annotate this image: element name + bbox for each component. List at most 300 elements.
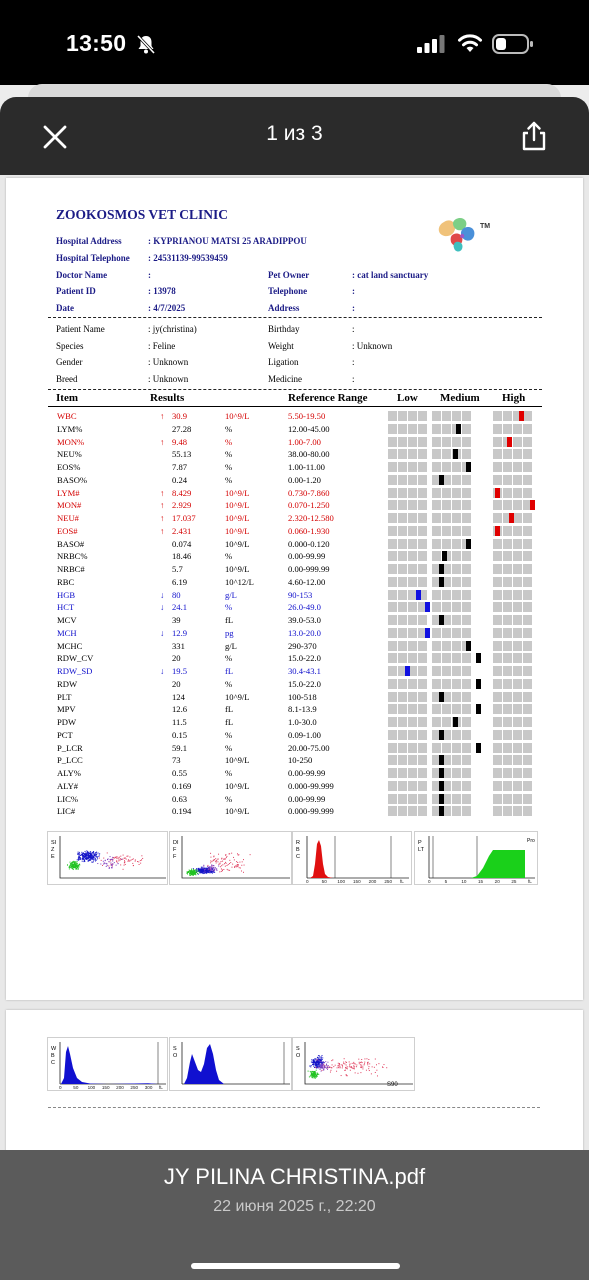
gauge-cell (523, 615, 532, 625)
gauge-cell (493, 437, 502, 447)
gauge-cell (388, 437, 397, 447)
result-row (0, 767, 577, 780)
result-value: 331 (172, 640, 185, 651)
gauge-cell (398, 500, 407, 510)
report-date: : 4/7/2025 (148, 303, 186, 313)
address: : (352, 303, 355, 313)
gauge-cell (442, 411, 451, 421)
gauge-cell (418, 526, 427, 536)
gauge-cell (432, 488, 441, 498)
gauge-cell (408, 475, 417, 485)
gauge-cell (408, 717, 417, 727)
gauge-cell (513, 679, 522, 689)
result-row (0, 563, 577, 576)
result-row (0, 601, 577, 614)
gauge-cell (503, 781, 512, 791)
gauge-cell (503, 602, 512, 612)
gauge-cell (388, 628, 397, 638)
gauge-cell (442, 513, 451, 523)
gauge-marker (442, 551, 447, 561)
gauge-cell (523, 411, 532, 421)
gauge-cell (452, 500, 461, 510)
result-row (0, 665, 577, 678)
gauge-marker (439, 564, 444, 574)
gauge-cell (462, 755, 471, 765)
wifi-icon (457, 32, 483, 54)
gauge-cell (493, 449, 502, 459)
gauge-cell (418, 513, 427, 523)
gauge-cell (503, 615, 512, 625)
result-row (0, 614, 577, 627)
result-row (0, 627, 577, 640)
result-item: NRBC# (57, 564, 85, 574)
axis-tick: 10 (461, 879, 467, 884)
gauge-cell (398, 641, 407, 651)
result-row (0, 652, 577, 665)
gauge-cell (408, 679, 417, 689)
gauge-cell (452, 602, 461, 612)
gauge-cell (503, 424, 512, 434)
gauge-cell (513, 564, 522, 574)
gauge-cell (493, 717, 502, 727)
gauge-cell (493, 424, 502, 434)
gauge-cell (408, 641, 417, 651)
gauge-cell (523, 717, 532, 727)
gauge-cell (452, 437, 461, 447)
result-unit: g/L (225, 640, 237, 651)
column-item: Item (56, 392, 78, 404)
gauge-cell (442, 743, 451, 753)
gauge-cell (388, 641, 397, 651)
gauge-cell (452, 564, 461, 574)
result-reference: 1.00-7.00 (288, 436, 321, 447)
result-row (0, 576, 577, 589)
telephone-label: Telephone (268, 286, 308, 296)
result-reference: 5.50-19.50 (288, 411, 326, 421)
gauge-cell (462, 730, 471, 740)
result-unit: fL (225, 704, 234, 715)
gauge-cell (513, 424, 522, 434)
gauge-cell (408, 564, 417, 574)
result-row (0, 499, 577, 512)
gauge-cell (523, 602, 532, 612)
gauge-marker (425, 602, 430, 612)
axis-tick: fL (159, 1085, 163, 1090)
gauge-cell (513, 628, 522, 638)
gauge-cell (408, 411, 417, 421)
result-value: 30.9 (172, 411, 188, 421)
gauge-cell (493, 475, 502, 485)
gauge-cell (398, 653, 407, 663)
gauge-cell (462, 602, 471, 612)
result-reference: 0.000-0.120 (288, 538, 330, 549)
gauge-cell (493, 743, 502, 753)
gauge-cell (513, 768, 522, 778)
result-row (0, 716, 577, 729)
gauge-cell (513, 539, 522, 549)
result-reference: 0.000-99.999 (288, 806, 334, 817)
result-unit: 10^12/L (225, 576, 254, 587)
gauge-cell (523, 462, 532, 472)
result-reference: 90-153 (288, 589, 313, 600)
gauge-cell (493, 781, 502, 791)
gauge-cell (503, 806, 512, 816)
gauge-marker (476, 679, 481, 689)
gauge-cell (398, 590, 407, 600)
gauge-cell (452, 526, 461, 536)
result-row (0, 640, 577, 653)
gauge-cell (452, 755, 461, 765)
gauge-marker (439, 730, 444, 740)
gauge-cell (493, 794, 502, 804)
gauge-cell (462, 564, 471, 574)
gauge-cell (408, 692, 417, 702)
axis-tick: 20 (494, 879, 500, 884)
share-icon[interactable] (518, 120, 550, 152)
gauge-cell (442, 679, 451, 689)
gauge-cell (398, 513, 407, 523)
result-value: 12.9 (172, 627, 188, 638)
gauge-cell (523, 679, 532, 689)
gauge-cell (388, 755, 397, 765)
gauge-cell (442, 666, 451, 676)
gauge-cell (418, 755, 427, 765)
gauge-cell (432, 526, 441, 536)
gauge-cell (523, 692, 532, 702)
axis-tick: 0 (306, 879, 309, 884)
result-row (0, 423, 577, 436)
gauge-cell (418, 743, 427, 753)
result-value: 20 (172, 678, 181, 689)
pet-owner-label: Pet Owner (268, 270, 310, 280)
gauge-cell (408, 539, 417, 549)
gauge-cell (408, 488, 417, 498)
gauge-cell (398, 475, 407, 485)
gauge-marker (439, 806, 444, 816)
gauge-cell (452, 488, 461, 498)
gauge-cell (418, 679, 427, 689)
result-reference: 290-370 (288, 640, 317, 651)
gauge-cell (493, 653, 502, 663)
gauge-cell (398, 794, 407, 804)
result-item: MCV (57, 615, 77, 625)
gauge-cell (493, 590, 502, 600)
svg-text:TM: TM (480, 223, 491, 230)
result-item: RDW_SD (57, 666, 93, 676)
result-reference: 100-518 (288, 691, 317, 702)
gauge-cell (462, 806, 471, 816)
result-reference: 38.00-80.00 (288, 449, 330, 460)
gauge-cell (432, 462, 441, 472)
gauge-cell (513, 590, 522, 600)
result-item: PLT (57, 691, 72, 702)
gauge-cell (418, 768, 427, 778)
result-value: 11.5 (172, 717, 187, 727)
result-item: NEU# (57, 513, 79, 523)
gauge-cell (432, 717, 441, 727)
result-row (0, 474, 577, 487)
gauge-cell (513, 641, 522, 651)
gauge-cell (418, 411, 427, 421)
gauge-cell (408, 437, 417, 447)
axis-tick: 300 (144, 1085, 153, 1090)
gauge-cell (462, 628, 471, 638)
patient-id: : 13978 (148, 286, 176, 296)
gauge-cell (388, 500, 397, 510)
gauge-cell (493, 564, 502, 574)
gauge-cell (503, 539, 512, 549)
gauge-cell (418, 500, 427, 510)
result-flag: ↓ (160, 666, 165, 676)
result-reference: 0.00-1.20 (288, 474, 321, 485)
axis-tick: fL (528, 879, 532, 884)
gauge-cell (523, 475, 532, 485)
gauge-cell (462, 768, 471, 778)
result-reference: 13.0-20.0 (288, 627, 321, 638)
result-value: 39 (172, 615, 181, 625)
result-row (0, 805, 577, 818)
gauge-cell (418, 717, 427, 727)
result-unit: pg (225, 627, 234, 638)
gauge-cell (523, 628, 532, 638)
result-item: WBC (57, 411, 77, 421)
divider (48, 389, 542, 390)
gauge-cell (442, 500, 451, 510)
column-medium: Medium (440, 392, 480, 404)
gauge-cell (388, 615, 397, 625)
result-unit: 10^9/L (225, 538, 250, 549)
hospital-telephone: : 24531139-99539459 (148, 253, 228, 263)
diff-axis-label: DIFF (173, 840, 179, 860)
patient-id-label: Patient ID (56, 286, 96, 296)
result-value: 20 (172, 653, 181, 664)
gauge-cell (493, 500, 502, 510)
gauge-cell (388, 806, 397, 816)
gauge-cell (418, 615, 427, 625)
result-reference: 10-250 (288, 755, 313, 766)
gauge-cell (418, 437, 427, 447)
gauge-cell (462, 590, 471, 600)
result-flag: ↓ (160, 602, 165, 613)
home-indicator[interactable] (191, 1263, 400, 1269)
so-axis-label: SO (173, 1046, 178, 1059)
gauge-cell (442, 628, 451, 638)
gauge-cell (432, 653, 441, 663)
gauge-cell (523, 551, 532, 561)
gauge-cell (388, 564, 397, 574)
result-row (0, 436, 577, 449)
gauge-cell (513, 692, 522, 702)
gauge-marker (439, 475, 444, 485)
gauge-cell (503, 730, 512, 740)
gauge-cell (452, 730, 461, 740)
result-value: 0.55 (172, 768, 188, 778)
gauge-cell (503, 577, 512, 587)
gauge-cell (432, 500, 441, 510)
gauge-cell (523, 539, 532, 549)
result-value: 19.5 (172, 666, 188, 676)
gauge-cell (493, 704, 502, 714)
gauge-cell (462, 679, 471, 689)
gauge-cell (503, 462, 512, 472)
result-reference: 12.00-45.00 (288, 423, 330, 434)
gauge-cell (398, 730, 407, 740)
gauge-cell (418, 730, 427, 740)
rbc-axis-label: RBC (296, 840, 300, 860)
result-reference: 1.0-30.0 (288, 717, 317, 727)
gauge-cell (432, 641, 441, 651)
gauge-marker (519, 411, 524, 421)
result-value: 18.46 (172, 551, 192, 562)
gauge-cell (418, 806, 427, 816)
result-item: PCT (57, 729, 73, 740)
result-value: 27.28 (172, 423, 192, 434)
result-reference: 8.1-13.9 (288, 704, 317, 715)
gauge-cell (452, 641, 461, 651)
gauge-cell (523, 526, 532, 536)
result-item: PDW (57, 717, 77, 727)
result-unit: % (225, 793, 233, 804)
gauge-cell (523, 653, 532, 663)
gauge-cell (513, 743, 522, 753)
gauge-cell (452, 768, 461, 778)
gauge-cell (408, 602, 417, 612)
result-item: ALY% (57, 768, 81, 778)
gauge-cell (513, 666, 522, 676)
gauge-cell (523, 513, 532, 523)
result-value: 55.13 (172, 449, 192, 460)
clinic-logo (434, 216, 492, 258)
gauge-cell (493, 539, 502, 549)
gauge-cell (523, 743, 532, 753)
gauge-cell (493, 768, 502, 778)
result-row (0, 448, 577, 461)
divider (48, 1107, 540, 1108)
result-reference: 0.070-1.250 (288, 500, 330, 511)
gauge-cell (493, 692, 502, 702)
birthday-label: Birthday (268, 324, 300, 334)
gauge-cell (513, 577, 522, 587)
gauge-cell (493, 551, 502, 561)
gauge-cell (452, 590, 461, 600)
gauge-cell (452, 462, 461, 472)
gauge-cell (418, 564, 427, 574)
gauge-cell (442, 590, 451, 600)
gauge-cell (513, 653, 522, 663)
gauge-cell (503, 488, 512, 498)
so-scatter-chart (292, 1037, 415, 1091)
result-unit: 10^9/L (225, 513, 250, 523)
gauge-cell (432, 424, 441, 434)
gauge-cell (408, 500, 417, 510)
gauge-cell (452, 653, 461, 663)
gauge-cell (398, 692, 407, 702)
result-unit: % (225, 551, 233, 562)
gauge-cell (523, 806, 532, 816)
gauge-marker (495, 526, 500, 536)
gauge-cell (503, 641, 512, 651)
gauge-cell (388, 679, 397, 689)
gauge-cell (493, 602, 502, 612)
gauge-cell (442, 449, 451, 459)
gauge-marker (453, 717, 458, 727)
result-reference: 0.730-7.860 (288, 487, 330, 498)
result-row (0, 487, 577, 500)
gauge-cell (388, 717, 397, 727)
birthday: : (352, 324, 355, 334)
file-name: JY PILINA CHRISTINA.pdf (163, 1164, 426, 1189)
gauge-marker (530, 500, 535, 510)
gauge-cell (462, 500, 471, 510)
gauge-cell (513, 717, 522, 727)
gauge-cell (513, 794, 522, 804)
telephone: : (352, 286, 355, 296)
gauge-marker (439, 615, 444, 625)
gauge-cell (452, 411, 461, 421)
result-item: LYM# (57, 487, 80, 498)
gauge-marker (509, 513, 514, 523)
gauge-cell (398, 539, 407, 549)
gauge-cell (452, 615, 461, 625)
gauge-cell (493, 462, 502, 472)
result-value: 0.63 (172, 793, 188, 804)
rbc-histogram (292, 831, 412, 885)
gauge-cell (432, 513, 441, 523)
gauge-cell (462, 781, 471, 791)
gauge-cell (523, 424, 532, 434)
result-unit: 10^9/L (225, 500, 250, 511)
gauge-cell (388, 704, 397, 714)
weight-label: Weight (268, 341, 294, 351)
gauge-cell (408, 730, 417, 740)
gauge-cell (452, 794, 461, 804)
result-item: NRBC% (57, 551, 88, 562)
gauge-cell (398, 615, 407, 625)
medicine-label: Medicine (268, 374, 302, 384)
gauge-marker (476, 743, 481, 753)
gauge-cell (503, 564, 512, 574)
gauge-cell (442, 717, 451, 727)
gauge-cell (503, 449, 512, 459)
result-unit: % (225, 462, 233, 472)
gauge-cell (388, 424, 397, 434)
gauge-cell (493, 411, 502, 421)
gauge-cell (408, 462, 417, 472)
result-item: MCHC (57, 640, 83, 651)
gauge-marker (466, 462, 471, 472)
result-item: ALY# (57, 780, 79, 791)
gauge-cell (513, 806, 522, 816)
species-label: Species (56, 341, 84, 351)
gauge-marker (476, 653, 481, 663)
gauge-cell (442, 526, 451, 536)
axis-tick: 50 (321, 879, 327, 884)
gauge-cell (418, 794, 427, 804)
result-unit: 10^9/L (225, 806, 250, 817)
result-row (0, 729, 577, 742)
result-value: 124 (172, 691, 185, 702)
gender-label: Gender (56, 357, 83, 367)
gauge-marker (439, 692, 444, 702)
result-row (0, 550, 577, 563)
gauge-cell (432, 539, 441, 549)
gauge-cell (418, 551, 427, 561)
result-value: 0.169 (172, 780, 192, 791)
result-value: 59.1 (172, 742, 188, 753)
result-unit: g/L (225, 589, 237, 600)
result-item: MPV (57, 704, 76, 715)
gauge-cell (452, 577, 461, 587)
